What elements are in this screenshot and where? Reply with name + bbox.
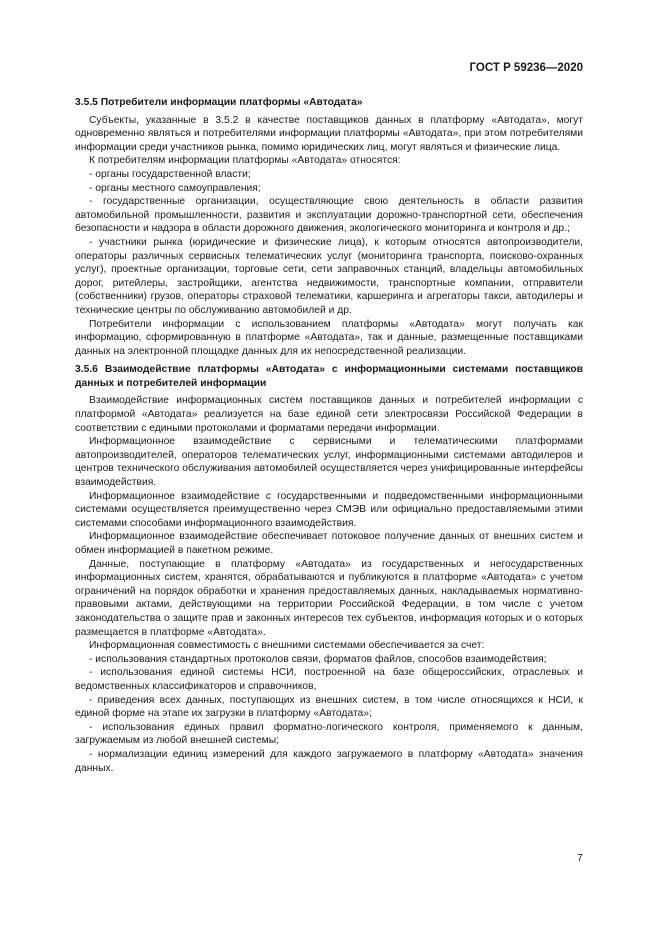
list-item: - использования стандартных протоколов связи, форматов файлов, способов взаимодействия;: [89, 653, 547, 665]
section-356-body: [75, 394, 583, 775]
paragraph: Данные, поступающие в платформу «Автодата» из государственных и негосударственных информационных систем, хранятся, обрабатываются и публикуются в платформе «Автодата» с учетом ограничений на порядок обработки и хранения предоставляемых данных, накладываемых нормативно-правовыми актами, действующими на территории Российской Федерации, в том числе с учетом законодательства о защите прав и законных интересов тех субъектов, информация которых и о которых размещается в платформе «Автодата».: [75, 558, 583, 638]
list-item: - органы местного самоуправления;: [89, 182, 261, 194]
document-code: ГОСТ Р 59236—2020: [469, 62, 583, 74]
section-heading-355: 3.5.5 Потребители информации платформы «Автодата»: [75, 97, 363, 108]
list-item: - нормализации единиц измерений для каждого загружаемого в платформу «Автодата» значения данных.: [75, 748, 583, 774]
section-355-body: [75, 114, 583, 359]
list-item: - приведения всех данных, поступающих из внешних систем, в том числе относящихся к НСИ, к единой форме на этапе их загрузки в платформу «Автодата»;: [75, 694, 583, 720]
page-number: 7: [577, 852, 583, 864]
list-item: - органы государственной власти;: [89, 168, 251, 180]
paragraph: Информационное взаимодействие с сервисными и телематическими платформами автопроизводителей, операторов телематических услуг, информационными системами автодилеров и центров технического обслуживания автомобилей осуществляется через унифицированные интерфейсы взаимодействия.: [75, 436, 583, 489]
paragraph: Информационное взаимодействие обеспечивает потоковое получение данных от внешних систем и обмен информацией в пакетном режиме.: [75, 531, 583, 556]
list-item: - использования единой системы НСИ, построенной на базе общероссийских, отраслевых и ведомственных классификаторов и справочников,: [75, 667, 583, 692]
document-body: [75, 96, 583, 775]
paragraph: Информационное взаимодействие с государственными и подведомственными информационными системами осуществляется преимущественно через СМЭВ или официально предоставляемыми этими системами способами информационного взаимодействия.: [75, 490, 583, 529]
list-item: - участники рынка (юридические и физические лица), к которым относятся автопроизводители, операторы различных сервисных телематических услуг (мониторинга транспорта, поисково-охранных услуг), проектные организации, торговые сети, сети заправочных станций, владельцы автомобильных дорог, ритейлеры, застройщики, агентства недвижимости, транспортные компании, отправители (собственники) грузов, операторы страховой телематики, каршеринга и агрегаторы такси, автодилеры и технические центры по обслуживанию автомобилей и др.: [75, 236, 583, 316]
paragraph: Взаимодействие информационных систем поставщиков данных и потребителей информации с платформой «Автодата» реализуется на базе единой сети электросвязи Российской Федерации в соответствии с едиными протоколами и форматами передачи информации.: [75, 395, 583, 434]
paragraph: Информационная совместимость с внешними системами обеспечивается за счет:: [89, 640, 485, 652]
list-item: - использования единых правил форматно-логического контроля, применяемого к данным, загружаемым из любой внешней системы;: [75, 721, 583, 747]
paragraph: К потребителям информации платформы «Автодата» относятся:: [89, 155, 401, 167]
paragraph: Субъекты, указанные в 3.5.2 в качестве поставщиков данных в платформу «Автодата», могут одновременно являться и потребителями информации платформы «Автодата», при этом потребителями информации среди участников рынка, помимо юридических лиц, могут являться и физические лица.: [75, 114, 583, 153]
section-heading-356: 3.5.6 Взаимодействие платформы «Автодата» с информационными системами поставщиков данных и потребителей информации: [75, 364, 583, 389]
list-item: - государственные организации, осуществляющие свою деятельность в области развития автомобильной промышленности, развития и эксплуатации дорожно-транспортной сети, обеспечения безопасности и надзора в области дорожного движения, экологического мониторинга и контроля и др.;: [75, 196, 583, 235]
paragraph: Потребители информации с использованием платформы «Автодата» могут получать как информацию, сформированную в платформе «Автодата», так и данные, размещенные поставщиками данных на электронной площадке данных для их непосредственной реализации.: [75, 318, 583, 357]
